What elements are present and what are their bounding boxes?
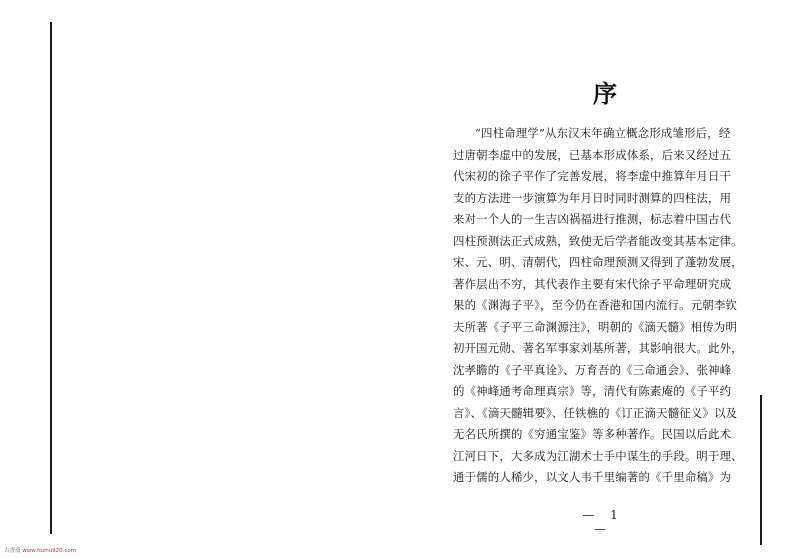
- page-title: 序: [593, 79, 617, 108]
- text-line: 通于儒的人稀少，以文人韦千里编著的《千里命稿》为: [453, 470, 732, 484]
- text-line: 沈孝瞻的《子平真诠》、万育吾的《三命通会》、张神峰: [453, 362, 732, 377]
- text-line: 夫所著《子平三命渊源注》，明朝的《滴天髓》相传为明: [453, 319, 738, 334]
- text-line: 江河日下，大多成为江湖术士手中谋生的手段。明于理、: [453, 448, 743, 463]
- text-line: 果的《渊海子平》，至今仍在香港和国内流行。元朝李钦: [453, 298, 738, 312]
- text-line: 代宋初的徐子平作了完善发展，将李虚中推算年月日干: [453, 169, 732, 183]
- watermark-site: www.fozhu920.com: [22, 548, 77, 554]
- right-margin-line: [760, 395, 762, 545]
- text-line: 来对一个人的一生吉凶祸福进行推测，标志着中国古代: [453, 212, 732, 226]
- text-line: “四柱命理学”从东汉末年确立概念形成雏形后，经: [475, 126, 731, 140]
- text-line: 的《神峰通考命理真宗》等，清代有陈素庵的《子平约: [453, 384, 732, 398]
- text-line: 过唐朝李虚中的发展，已基本形成体系，后来又经过五: [453, 147, 732, 162]
- watermark-prefix: 古香斋: [4, 548, 21, 554]
- text-line: 宋、元、明、清朝代，四柱命理预测又得到了蓬勃发展，: [453, 255, 743, 269]
- text-line: 初开国元勋、著名军事家刘基所著，其影响很大。此外，: [453, 341, 743, 355]
- body-text: [453, 123, 753, 489]
- page-number: — 1 —: [582, 508, 624, 536]
- text-line: 无名氏所撰的《穷通宝鉴》等多种著作。民国以后此术: [453, 427, 732, 441]
- left-margin-line: [50, 22, 52, 534]
- text-line: 言》、《滴天髓辑要》、任铁樵的《订正滴天髓征义》以及: [453, 405, 738, 420]
- text-line: 著作层出不穷，其代表作主要有宋代徐子平命理研究成: [453, 276, 732, 291]
- text-line: 支的方法进一步演算为年月日时同时测算的四柱法，用: [453, 190, 732, 205]
- text-line: 四柱预测法正式成熟，致使无后学者能改变其基本定律。: [453, 233, 743, 248]
- watermark: [4, 546, 76, 554]
